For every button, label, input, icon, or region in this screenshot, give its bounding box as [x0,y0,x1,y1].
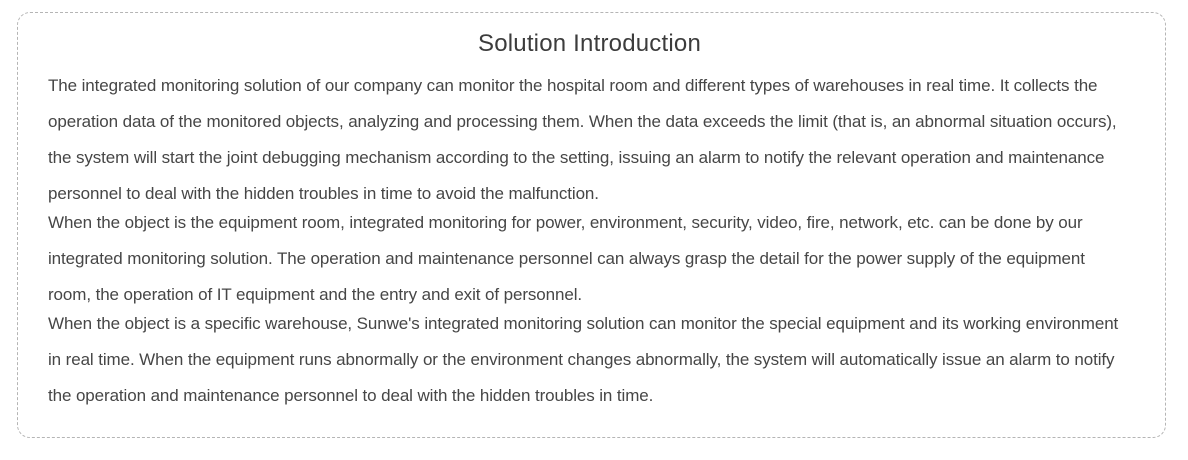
page-title: Solution Introduction [477,30,701,57]
paragraph-solution-overview: The integrated monitoring solution of our company can monitor the hospital room and different types of warehouses in real time. It collects the operation data of the monitored objects, analyzing and processing them. When the data exceeds the limit (that is, an abnormal situation occurs), the system will start the joint debugging mechanism according to the setting, issuing an alarm to notify the relevant operation and maintenance personnel to deal with the hidden troubles in time to avoid the malfunction. [48,76,1117,203]
paragraph-equipment-room: When the object is the equipment room, integrated monitoring for power, environment, security, video, fire, network, etc. can be done by our integrated monitoring solution. The operation and maintenance personnel can always grasp the detail for the power supply of the equipment room, the operation of IT equipment and the entry and exit of personnel. [48,213,1085,304]
paragraph-specific-warehouse: When the object is a specific warehouse, Sunwe's integrated monitoring solution can monitor the special equipment and its working environment in real time. When the equipment runs abnormally or the environment changes abnormally, the system will automatically issue an alarm to notify the operation and maintenance personnel to deal with the hidden troubles in time. [48,314,1119,405]
solution-introduction-card [17,12,1166,438]
card-body [48,68,1131,414]
